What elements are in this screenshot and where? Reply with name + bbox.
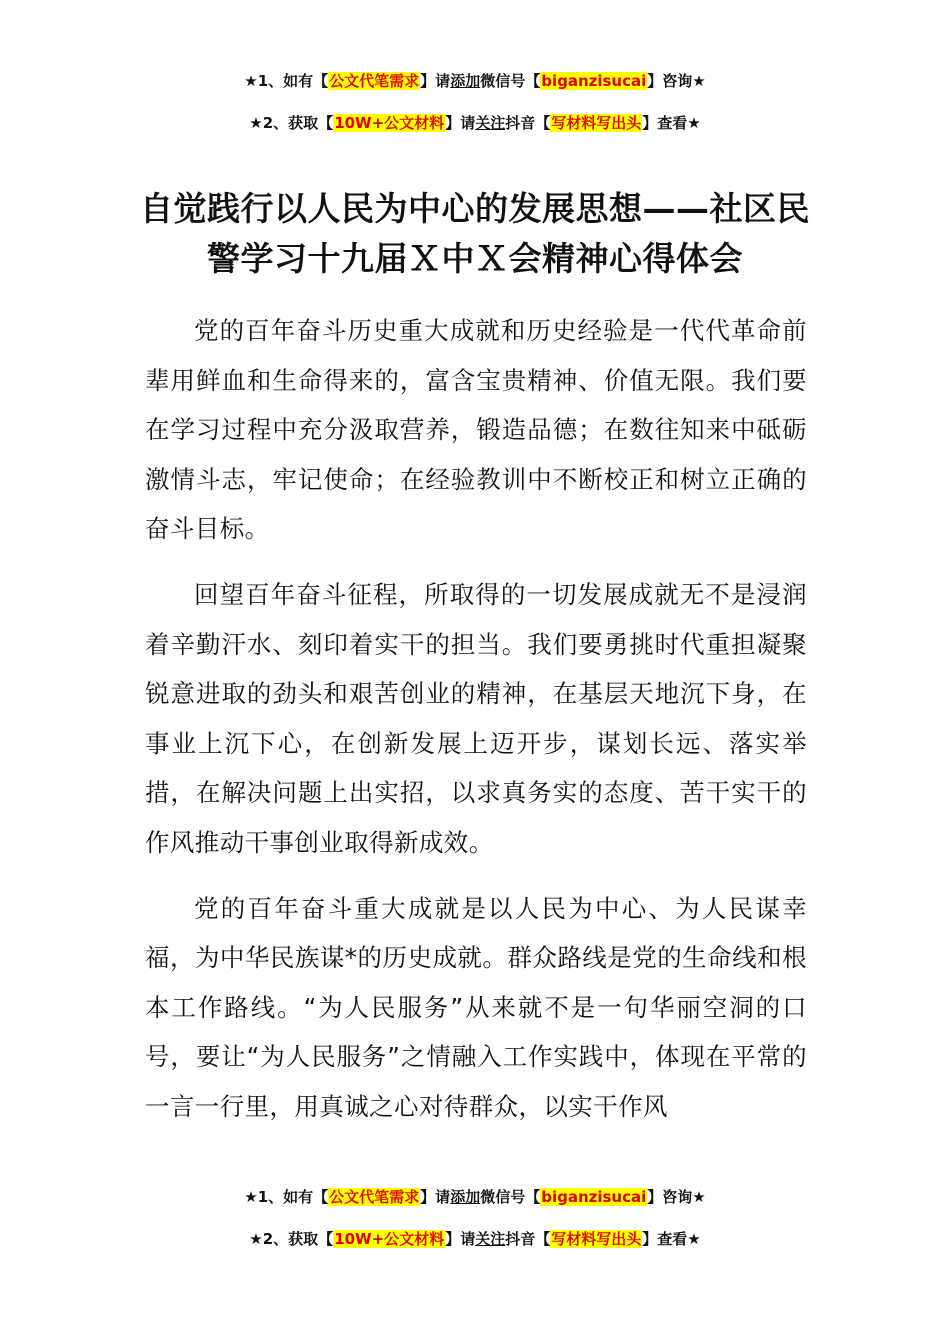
banner-line-1	[0, 60, 950, 102]
document-title: 自觉践行以人民为中心的发展思想——社区民警学习十九届Ｘ中Ｘ会精神心得体会	[140, 189, 810, 278]
banner-line-2	[0, 102, 950, 144]
banner-text: 】请	[445, 1230, 476, 1248]
document-body	[145, 306, 807, 1148]
banner-underlined: 关注	[475, 114, 506, 132]
banner-highlight: 10W+公文材料	[334, 114, 445, 132]
banner-text: 】请	[420, 72, 451, 90]
banner-text: 】查看★	[642, 114, 701, 132]
banner-line-1	[0, 1176, 950, 1218]
banner-text: 】咨询★	[647, 1188, 706, 1206]
banner-highlight: 公文代笔需求	[329, 1188, 420, 1206]
banner-text: 抖音【	[505, 114, 551, 132]
banner-highlight: 写材料写出头	[551, 114, 642, 132]
banner-text: 微信号【	[480, 1188, 541, 1206]
banner-underlined: 添加	[450, 72, 481, 90]
banner-text: 抖音【	[505, 1230, 551, 1248]
banner-text: 】请	[445, 114, 476, 132]
banner-text: ★1、如有【	[244, 72, 329, 90]
banner-text: ★2、获取【	[249, 114, 334, 132]
top-banner	[0, 60, 950, 144]
banner-text: ★1、如有【	[244, 1188, 329, 1206]
banner-highlight: 10W+公文材料	[334, 1230, 445, 1248]
body-paragraph-2: 回望百年奋斗征程，所取得的一切发展成就无不是浸润着辛勤汗水、刻印着实干的担当。我们要勇挑时代重担凝聚锐意进取的劲头和艰苦创业的精神，在基层天地沉下身，在事业上沉下心，在创新发展上迈开步，谋划长远、落实举措，在解决问题上出实招，以求真务实的态度、苦干实干的作风推动干事创业取得新成效。	[145, 579, 807, 857]
banner-highlight: biganzisucai	[541, 72, 647, 90]
body-paragraph-3: 党的百年奋斗重大成就是以人民为中心、为人民谋幸福，为中华民族谋*的历史成就。群众路线是党的生命线和根本工作路线。“为人民服务”从来就不是一句华丽空洞的口号，要让“为人民服务”之情融入工作实践中，体现在平常的一言一行里，用真诚之心对待群众，以实干作风	[145, 893, 807, 1121]
banner-highlight: 公文代笔需求	[329, 72, 420, 90]
body-paragraph-1: 党的百年奋斗历史重大成就和历史经验是一代代革命前辈用鲜血和生命得来的，富含宝贵精神、价值无限。我们要在学习过程中充分汲取营养，锻造品德；在数往知来中砥砺激情斗志，牢记使命；在经验教训中不断校正和树立正确的奋斗目标。	[145, 316, 807, 544]
bottom-banner	[0, 1176, 950, 1260]
banner-text: 微信号【	[480, 72, 541, 90]
banner-underlined: 添加	[450, 1188, 481, 1206]
banner-text: ★2、获取【	[249, 1230, 334, 1248]
banner-line-2	[0, 1218, 950, 1260]
banner-text: 】请	[420, 1188, 451, 1206]
banner-text: 】查看★	[642, 1230, 701, 1248]
banner-highlight: 写材料写出头	[551, 1230, 642, 1248]
banner-underlined: 关注	[475, 1230, 506, 1248]
banner-text: 】咨询★	[647, 72, 706, 90]
banner-highlight: biganzisucai	[541, 1188, 647, 1206]
